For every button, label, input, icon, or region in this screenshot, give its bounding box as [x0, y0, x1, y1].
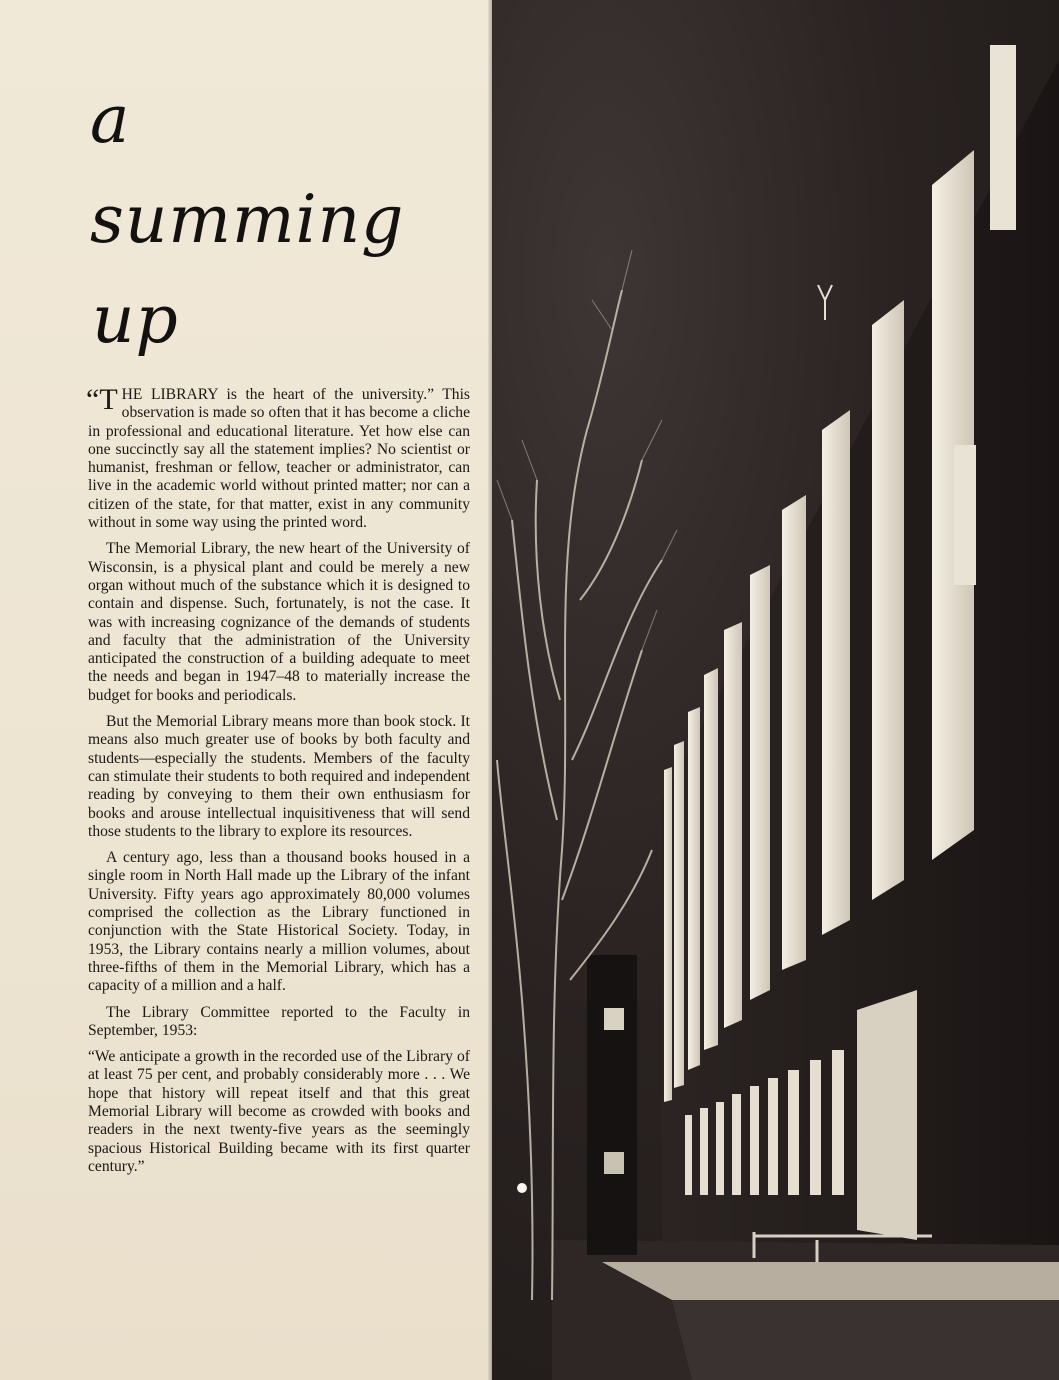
page-title [88, 70, 472, 370]
title-line-1: a [90, 81, 131, 158]
article-body [86, 383, 470, 1184]
distant-building [587, 955, 637, 1255]
spire-light [818, 285, 832, 320]
planter-face [672, 1300, 1059, 1380]
entrance-pier [857, 990, 917, 1240]
drop-cap: “T [86, 383, 118, 416]
committee-quote: “We anticipate a growth in the recorded use of the Library of at least 75 per cent, and probably considerably more . . . We hope that history will repeat itself and that this great Memorial Library will become as crowded with books and readers in the next twenty-five years as the seemingly spacious Historical Building became with its first quarter century.” [88, 1048, 470, 1175]
paragraph-1-text: HE LIBRARY is the heart of the university.” This observation is made so often that it has become a cliche in professional and educational literature. Yet how else can one succinctly say all the statement implies? No scientist or humanist, freshman or fellow, teacher or administrator, can live in the academic world without printed matter; nor can a citizen of the state, for that matter, exist in any community without in some way using the printed word. [88, 386, 470, 532]
paragraph-1 [86, 383, 470, 532]
title-line-3: up [92, 281, 179, 358]
street-lamp [517, 1183, 527, 1193]
library-facade-illustration [492, 0, 1059, 1380]
bare-trees [497, 290, 662, 1300]
paragraph-5: The Library Committee reported to the Faculty in September, 1953: [88, 1003, 470, 1039]
paragraph-3: But the Memorial Library means more than book stock. It means also much greater use of books by both faculty and students—especially the students. Members of the faculty can stimulate their students to both required and independent reading by conveying to them their own enthusiasm for books and arouse intellectual inquisitiveness that will send those students to the library to explore its resources. [88, 713, 470, 840]
title-block [88, 70, 472, 370]
paragraph-2: The Memorial Library, the new heart of the University of Wisconsin, is a physical plant and could be merely a new organ without much of the substance which it is designed to contain and dispense. Such, fortunately, is not the case. It was with increasing cognizance of the demands of students and faculty that the administration of the University anticipated the construction of a building adequate to meet the needs and began in 1947–48 to materially increase the budget for books and periodicals. [88, 540, 470, 704]
title-line-2: summing [90, 181, 405, 258]
library-night-photo [492, 0, 1059, 1380]
paragraph-4: A century ago, less than a thousand books housed in a single room in North Hall made up the Library of the infant University. Fifty years ago approximately 80,000 volumes comprised the collection as the Library functioned in conjunction with the State Historical Society. Today, in 1953, the Library contains nearly a million volumes, about three-fifths of them in the Memorial Library, which has a capacity of a million and a half. [88, 849, 470, 995]
planter-ledge [602, 1262, 1059, 1300]
